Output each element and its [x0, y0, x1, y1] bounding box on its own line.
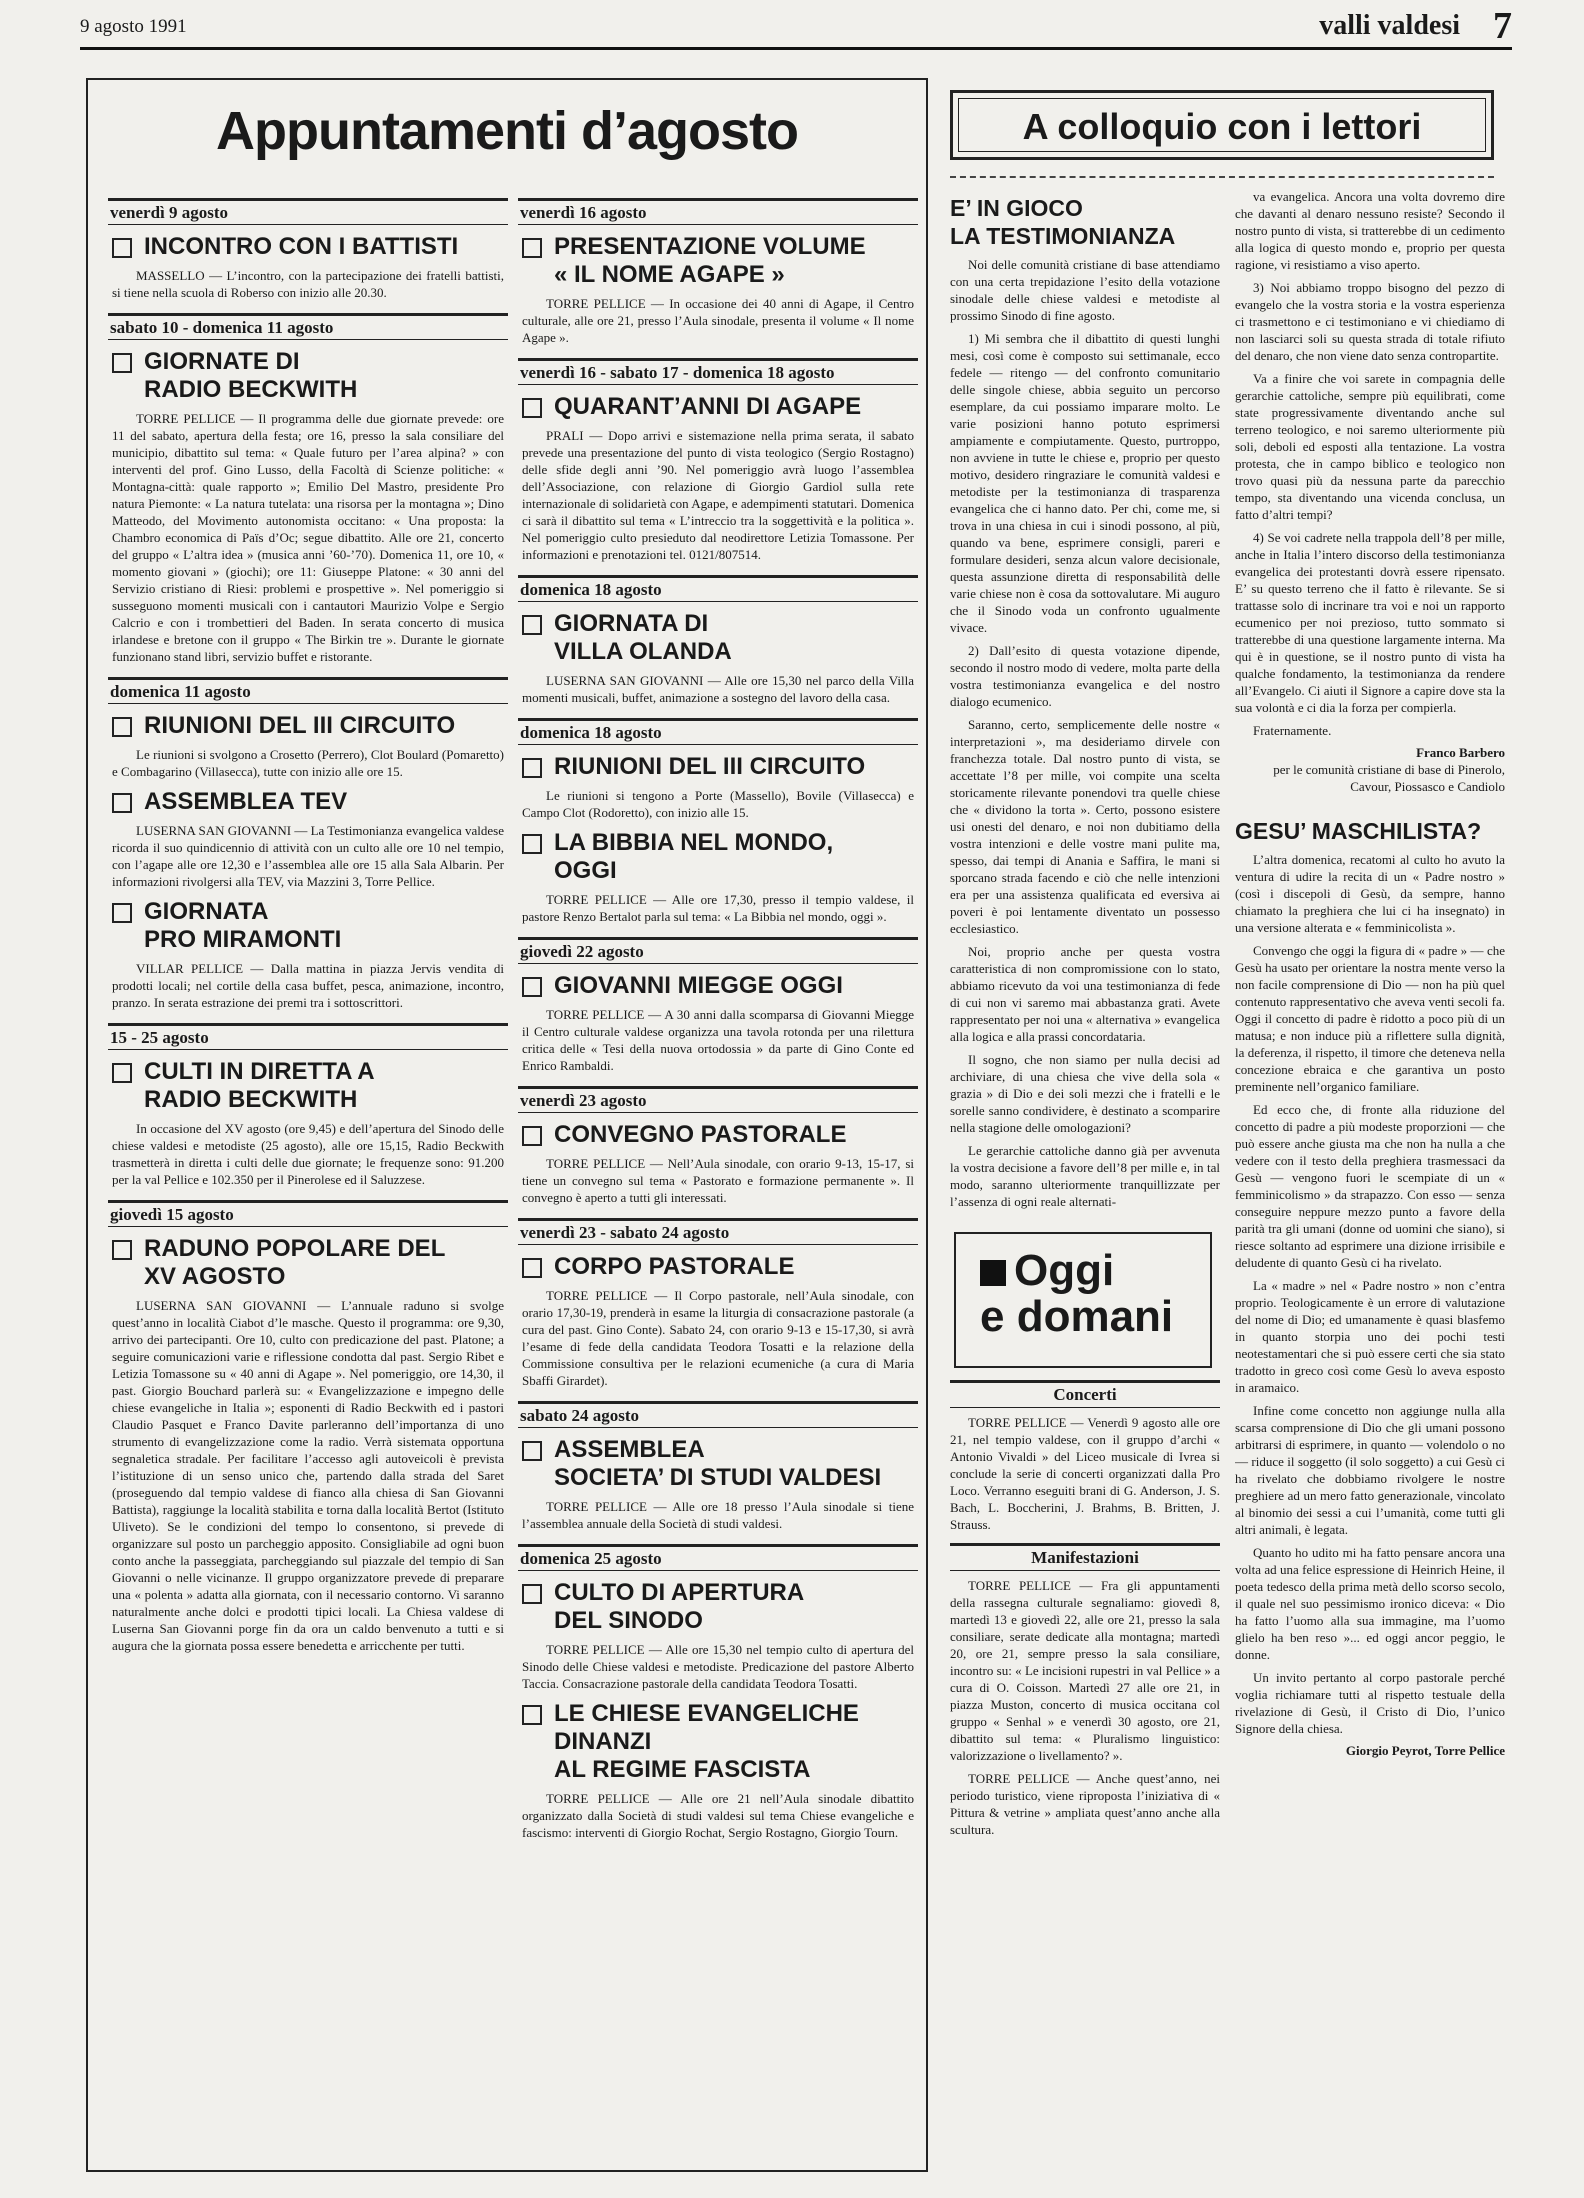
event-title: CONVEGNO PASTORALE — [554, 1121, 847, 1148]
date-heading: domenica 18 agosto — [518, 575, 918, 602]
paragraph: Un invito pertanto al corpo pastorale perché voglia richiamare tutti al rispetto testuale della rivelazione di Gesù, il Cristo di Dio, l’unico Signore della chiesa. — [1235, 1670, 1505, 1736]
event-title: GIORNATA DI VILLA OLANDA — [554, 610, 732, 665]
article-2-title: GESU’ MASCHILISTA? — [1235, 818, 1482, 844]
event-title: QUARANT’ANNI DI AGAPE — [554, 393, 862, 420]
paragraph: Saranno, certo, semplicemente delle nostre « interpretazioni », ma desideriamo dirvele con franchezza totale. Dal nostro punto di vista, se accettate l’8 per mille, voi compite una scelta storicamente rilevante ponendovi tra quelle chiese che « dividono la torta ». Certo, possono esistere usi onesti del denaro, e noi non dubitiamo della vostra intenzioni e delle vostre mani pulite ma, spesso, dai tempi di Anania e Saffira, le mani si sporcano strada facendo e ciò che nelle intenzioni era per una assistenza qualificata ed eversiva ai poveri è poi lentamente diventato un possesso ecclesiastico. — [950, 717, 1220, 936]
checkbox-square-icon — [522, 398, 542, 418]
issue-date: 9 agosto 1991 — [80, 16, 187, 37]
event-heading — [518, 1579, 918, 1635]
article-2-signature: Giorgio Peyrot, Torre Pellice — [1345, 1743, 1505, 1758]
appuntamenti-column-1 — [108, 186, 508, 2166]
checkbox-square-icon — [522, 1258, 542, 1278]
checkbox-square-icon — [522, 758, 542, 778]
paragraph: 3) Noi abbiamo troppo bisogno del pezzo di evangelo che la vostra storia e la vostra esperienza ci trasmettono e ci testimoniano e vi chiediamo di non lasciarci soli su questa strada di totale rifiuto del denaro, che non viene dato senza contropartite. — [1235, 280, 1505, 363]
colloquio-title-box — [950, 90, 1494, 160]
paragraph: 1) Mi sembra che il dibattito di questi lunghi mesi, così come è composto sui settimanale, ecco fedele — ritengo — del confronto comunitario delle singole chiese, abbia seguito un percorso esemplare, da cui possiamo imparare molto. Le varie posizioni hanno potuto esprimersi ampiamente e compiutamente. Questo, purtroppo, non avviene in tutte le chiese e, proprio per questo motivo, desidero ringraziare le comunità valdesi e metodiste per la testimonianza di trasparenza evangelica che ci hanno dato. Per chi, come me, si trova in una chiesa in cui i sinodi possono, al più, quando va bene, esprimere consigli, pareri e formulare desideri, senza alcun valore decisionale, questa assunzione diretta di responsabilità delle varie chiese non è cosa da sottovalutare. Mi auguro che il Sinodo voda un confronto ugualmente vivace. — [950, 331, 1220, 635]
event-body: TORRE PELLICE — Alle ore 17,30, presso il tempio valdese, il pastore Renzo Bertalot parla sul tema: « La Bibbia nel mondo, oggi ». — [522, 892, 914, 924]
event-heading — [108, 898, 508, 954]
article-1-body-part-2 — [1235, 188, 1505, 739]
event-body: TORRE PELLICE — Alle ore 18 presso l’Aula sinodale si tiene l’assemblea annuale della Società di studi valdesi. — [522, 1499, 914, 1531]
oggi-domani-line-1: Oggi — [1014, 1246, 1115, 1295]
paragraph: Convengo che oggi la figura di « padre » — che Gesù ha usato per orientare la nostra mente verso la non facile comprensione di Dio — non ha più quel contenuto rappresentativo che aveva venti secoli fa. Oggi il concetto di padre è ridotto a poco più di un matusa; e non induce più a riflettere sulla dignità, la deferenza, il rispetto, il timore che deteneva nella concezione ebraica e che garantiva un posto preminente nell’organico familiare. — [1235, 943, 1505, 1094]
concerti-text: TORRE PELLICE — Venerdì 9 agosto alle ore 21, nel tempio valdese, con il gruppo d’archi « Antonio Vivaldi » del Liceo musicale di Ivrea si conclude la serie di concerti organizzati dalla Pro Loco. Verranno eseguiti brani di G. Anderson, J. S. Bach, L. Boccherini, J. Brahms, B. Britten, J. Strauss. — [950, 1415, 1220, 1532]
event-title: INCONTRO CON I BATTISTI — [144, 233, 459, 260]
event-heading — [108, 1058, 508, 1114]
checkbox-square-icon — [522, 1441, 542, 1461]
checkbox-square-icon — [522, 238, 542, 258]
event-title: LE CHIESE EVANGELICHE DINANZI AL REGIME FASCISTA — [554, 1700, 859, 1783]
divider — [950, 176, 1494, 178]
event-title: RIUNIONI DEL III CIRCUITO — [554, 753, 866, 780]
event-title: RADUNO POPOLARE DEL XV AGOSTO — [144, 1235, 446, 1290]
appuntamenti-box — [86, 78, 928, 2172]
event-heading — [518, 1253, 918, 1281]
event-title: RIUNIONI DEL III CIRCUITO — [144, 712, 456, 739]
date-heading: 15 - 25 agosto — [108, 1023, 508, 1050]
event-title: CULTI IN DIRETTA A RADIO BECKWITH — [144, 1058, 375, 1113]
event-body: TORRE PELLICE — Alle ore 21 nell’Aula sinodale dibattito organizzato dalla Società di studi valdesi sul tema Chiese evangeliche e fascismo: interventi di Giorgio Rochat, Sergio Rostagno, Giorgio Tourn. — [522, 1791, 914, 1840]
checkbox-square-icon — [522, 615, 542, 635]
checkbox-square-icon — [522, 834, 542, 854]
event-title: GIOVANNI MIEGGE OGGI — [554, 972, 843, 999]
event-heading — [518, 233, 918, 289]
event-body: TORRE PELLICE — In occasione dei 40 anni di Agape, il Centro culturale, alle ore 21, presso l’Aula sinodale, presenta il volume « Il nome Agape ». — [522, 296, 914, 345]
oggi-domani-box — [954, 1232, 1212, 1368]
checkbox-square-icon — [112, 903, 132, 923]
appuntamenti-column-2 — [518, 186, 918, 2166]
manifestazioni-text-2: TORRE PELLICE — Anche quest’anno, nei periodo turistico, viene riproposta l’iniziativa di « Pittura & vetrine » ampliata quest’anno anche alla scultura. — [950, 1771, 1220, 1837]
date-heading: domenica 11 agosto — [108, 677, 508, 704]
event-title: LA BIBBIA NEL MONDO, OGGI — [554, 829, 834, 884]
event-title: ASSEMBLEA TEV — [144, 788, 348, 815]
paragraph: Le gerarchie cattoliche danno già per avvenuta la vostra decisione a favore dell’8 per mille e, in tal modo, saranno ulteriormente tranquillizzate per l’assenza di ogni reale alternati- — [950, 1143, 1220, 1209]
checkbox-square-icon — [112, 1240, 132, 1260]
checkbox-square-icon — [112, 238, 132, 258]
right-section — [950, 90, 1510, 2170]
event-title: CULTO DI APERTURA DEL SINODO — [554, 1579, 805, 1634]
paragraph: Noi, proprio anche per questa vostra caratteristica di non compromissione con lo stato, abbiamo ricevuto da voi una testimonianza di fede di cui non vi saremo mai abbastanza grati. Avete rappresentato per noi una « alternativa » evangelica alla logica e alla prassi concordataria. — [950, 944, 1220, 1044]
event-body: TORRE PELLICE — A 30 anni dalla scomparsa di Giovanni Miegge il Centro culturale valdese organizza una tavola rotonda per una rilettura critica delle « Tesi della nuova ortodossia » da parte di Gino Conte ed Enrico Rambaldi. — [522, 1007, 914, 1073]
event-heading — [518, 1121, 918, 1149]
checkbox-square-icon — [522, 1705, 542, 1725]
date-heading: venerdì 23 - sabato 24 agosto — [518, 1218, 918, 1245]
event-heading — [518, 610, 918, 666]
page-header — [80, 6, 1512, 50]
event-heading — [108, 1235, 508, 1291]
event-body: Le riunioni si tengono a Porte (Massello), Bovile (Villasecca) e Campo Clot (Rodoretto), con inizio alle 15. — [522, 788, 914, 820]
paragraph: Noi delle comunità cristiane di base attendiamo con una certa trepidazione l’esito della votazione sinodale delle chiese valdesi e metodiste al prossimo Sinodo di fine agosto. — [950, 257, 1220, 323]
event-heading — [518, 972, 918, 1000]
date-heading: venerdì 23 agosto — [518, 1086, 918, 1113]
event-heading — [108, 712, 508, 740]
event-body: VILLAR PELLICE — Dalla mattina in piazza Jervis vendita di prodotti locali; nel cortile della casa buffet, pesca, animazione, incontro, pranzo. In serata estrazione dei premi tra i sottoscrittori. — [112, 961, 504, 1010]
event-title: GIORNATE DI RADIO BECKWITH — [144, 348, 358, 403]
right-column-1 — [950, 182, 1220, 2167]
event-title: CORPO PASTORALE — [554, 1253, 795, 1280]
paragraph: La « madre » nel « Padre nostro » non c’entra proprio. Teologicamente è un errore di valutazione del nome di Dio; ed umanamente è quasi blasfemo in quanto storpia uno dei pochi testi neotestamentari che si può essere certi che sia stato tradotto in greco così come Gesù lo aveva esposto in aramaico. — [1235, 1278, 1505, 1395]
checkbox-square-icon — [522, 1584, 542, 1604]
paragraph: L’altra domenica, recatomi al culto ho avuto la ventura di udire la recita di un « Padre nostro » (così i discepoli di Gesù, da sempre, hanno chiamato la preghiera che lui ci ha insegnato) in una versione alterata e « femminicolista ». — [1235, 852, 1505, 935]
event-title: ASSEMBLEA SOCIETA’ DI STUDI VALDESI — [554, 1436, 882, 1491]
event-heading — [518, 829, 918, 885]
event-heading — [518, 753, 918, 781]
event-body: TORRE PELLICE — Il programma delle due giornate prevede: ore 11 del sabato, apertura della festa; ore 16, presso la sala consiliare del municipio, dibattito sul tema: « Quale futuro per l’area alpina? » con interventi del prof. Gino Lusso, della Facoltà di Scienze politiche: « Montagna-città: quale rapporto »; Emilio Del Mastro, presidente Pro natura Piemonte: « La natura tutelata: una risorsa per la montagna »; Dino Matteodo, del Movimento autonomista occitano: « Una proposta: la Chambro economica di Païs d’Oc; segue dibattito. Alle ore 21, concerto del gruppo « L’altra idea » (musica anni ’60-’70). Domenica 11, ore 10, « momento giovani » (giochi); ore 11: Giuseppe Platone: « 30 anni del Servizio cristiano di Riesi: problemi e prospettive ». Nel pomeriggio si susseguono momenti musicali con i cantautori Maurizio Volpe e Sergio Calcrio e con i trombettieri del Baden. In serata concerto di musica irlandese e bretone con il gruppo « The Birkin tre ». Durante le giornate funzionano stand libri, servizio buffet e ristorante. — [112, 411, 504, 664]
checkbox-square-icon — [112, 717, 132, 737]
checkbox-square-icon — [112, 353, 132, 373]
paragraph: 2) Dall’esito di questa votazione dipende, secondo il nostro modo di vedere, molta parte della vostra testimonianza evangelica e del nostro dialogo ecumenico. — [950, 643, 1220, 709]
date-heading: domenica 18 agosto — [518, 718, 918, 745]
event-body: LUSERNA SAN GIOVANNI — L’annuale raduno si svolge quest’anno in località Ciabot d’le masche. Questo il programma: ore 9,30, arrivo dei partecipanti. Ore 10, culto con predicazione del past. Platone; a seguire comunicazioni varie e riflessione condotta dal past. Sergio Ribet e Letizia Tomassone su « 40 anni di Agape ». Nel pomeriggio, ore 14,30, il past. Giorgio Bouchard parlerà su: « Evangelizzazione e impegno delle chiese evangeliche in Italia »; esponenti di Radio Beckwith ed i pastori Claudio Pasquet e Franco Davite parleranno dell’importanza di uno strumento di evangelizzazione come la radio. Verrà sistemata opportuna segnaletica stradale. Per facilitare l’accesso agli autoveicoli è prevista l’istituzione di un senso unico che, partendo dalla strada del Saret (proseguendo dal tempio valdese di fianco alla chiesa di San Giovanni Battista), raggiunge la località stabilita e torna dalla località Bertot (Istituto Uliveto). Se le condizioni del tempo lo consentono, si prevede di organizzare sul posto un parcheggio apposito. Consigliabile ad ogni buon conto anche la passeggiata, parcheggiando sul piazzale del tempio di San Giovanni o nelle vicinanze. Il gruppo organizzatore prevede di preparare una « polenta » adatta alla giornata, con il necessario contorno. Vi saranno naturalmente anche dolci e prodotti tipici locali. La Chiesa valdese di Luserna San Giovanni porge fin da ora un caldo benvenuto a tutti e si augura che la giornata possa essere benedetta e arricchente per tutti. — [112, 1298, 504, 1653]
checkbox-square-icon — [522, 1126, 542, 1146]
appuntamenti-title: Appuntamenti d’agosto — [216, 101, 798, 161]
date-heading: venerdì 16 - sabato 17 - domenica 18 agosto — [518, 358, 918, 385]
paragraph: Fraternamente. — [1253, 723, 1332, 738]
section-manifestazioni: Manifestazioni — [950, 1543, 1220, 1571]
colloquio-title: A colloquio con i lettori — [958, 98, 1486, 152]
article-1-title: E’ IN GIOCO LA TESTIMONIANZA — [950, 195, 1176, 249]
article-1-body-part-1 — [950, 256, 1220, 1210]
right-column-2 — [1235, 182, 1505, 2167]
article-2-body — [1235, 851, 1505, 1737]
checkbox-square-icon — [112, 1063, 132, 1083]
event-body: Le riunioni si svolgono a Crosetto (Perrero), Clot Boulard (Pomaretto) e Combagarino (Villasecca), tutte con inizio alle ore 15. — [112, 747, 504, 779]
event-body: LUSERNA SAN GIOVANNI — La Testimonianza evangelica valdese ricorda il suo quindicennio di attività con un culto alle ore 10 nel tempio, con l’agape alle ore 12,30 e l’assemblea alle ore 15 alla Sala Albarin. Per informazioni rivolgersi alla TEV, via Mazzini 3, Torre Pellice. — [112, 823, 504, 889]
event-heading — [518, 393, 918, 421]
event-title: PRESENTAZIONE VOLUME « IL NOME AGAPE » — [554, 233, 866, 288]
event-body: MASSELLO — L’incontro, con la partecipazione dei fratelli battisti, si tiene nella scuola di Roberso con inizio alle 20.30. — [112, 268, 504, 300]
section-concerti: Concerti — [950, 1380, 1220, 1408]
date-heading: venerdì 16 agosto — [518, 198, 918, 225]
event-heading — [518, 1436, 918, 1492]
paragraph: Ed ecco che, di fronte alla riduzione del concetto di padre a più modeste proporzioni — che può essere anche giusta ma che non ha nulla a che vedere con il testo della preghiera trasmessaci da Gesù — vengono fuori le scempiate di un « femminicolismo » da strapazzo. Con esso — senza conseguire neppure mezzo punto a favore della parità tra gli umani (donne od uomini che siano), si riesce soltanto ad esprimere una dizione irrisibile e deludente di quanto Gesù ci ha rivelato. — [1235, 1102, 1505, 1270]
event-heading — [108, 348, 508, 404]
manifestazioni-text-1: TORRE PELLICE — Fra gli appuntamenti della rassegna culturale segnaliamo: giovedì 8, martedì 13 e giovedì 22, alle ore 21, presso la sala consiliare, serate dedicate alla montagna; martedì 20, ore 21, sempre presso la sala consiliare, incontro su: « Le incisioni rupestri in val Pellice » a cura di O. Coisson. Martedì 27 alle ore 21, in piazza Muston, concerto di musica occitana col gruppo « Senhal » e venerdì 30 agosto, ore 21, dibattito sul tema: « Pluralismo linguistico: valorizzazione o livellamento? ». — [950, 1578, 1220, 1763]
event-body: In occasione del XV agosto (ore 9,45) e dell’apertura del Sinodo delle chiese valdesi e metodiste (25 agosto), alle ore 15,15, Radio Beckwith trasmetterà in diretta i culti delle due giornate; le frequenze sono: 91.200 per la val Pellice e 102.350 per il Pinerolese ed il Saluzzese. — [112, 1121, 504, 1187]
oggi-domani-line-2: e domani — [980, 1292, 1174, 1341]
event-body: TORRE PELLICE — Alle ore 15,30 nel tempio culto di apertura del Sinodo delle Chiese valdesi e metodiste. Predicazione del pastore Alberto Taccia. Consacrazione pastorale della candidata Teodora Tosatti. — [522, 1642, 914, 1691]
oggi-domani-title — [980, 1248, 1173, 1340]
page-number: 7 — [1493, 5, 1512, 47]
paragraph: 4) Se voi cadrete nella trappola dell’8 per mille, anche in Italia l’intero discorso della testimonianza evangelica dei protestanti dovrà essere ripensato. E’ su questo terreno che il fatto è rilevante. Se si trattasse solo di incrinare tra voi e noi un rapporto ecumenico per noi prezioso, tutto sommato si tratterebbe di una questione largamente interna. Ma qui è in questione, se il nostro punto di vista ha qualche fondamento, la testimonianza da rendere all’Evangelo. Ci aiuti il Signore a capire dove sta la sua volontà e ci dia la forza per compierla. — [1235, 530, 1505, 715]
event-title: GIORNATA PRO MIRAMONTI — [144, 898, 342, 953]
paragraph: Il sogno, che non siamo per nulla decisi ad archiviare, di una chiesa che vive della sola « grazia » di Dio e dei soli mezzi che i fratelli e le sorelle sanno condividere, è destinato a scomparire nella stagione delle omologazioni? — [950, 1052, 1220, 1135]
paragraph: Va a finire che voi sarete in compagnia delle gerarchie cattoliche, sempre più equilibrati, come state progressivamente diventando anche sul terreno teologico, e noi saremo ulteriormente più soli, deboli ed esposti alla tentazione. La vostra protesta, che in campo biblico e teologico non trovo quasi più da nessuna parte da parecchio tempo, sta diventando una vicenda conclusa, un fatto d’altri tempi? — [1235, 371, 1505, 522]
checkbox-square-icon — [522, 977, 542, 997]
paragraph: va evangelica. Ancora una volta dovremo dire che davanti al denaro nessuno resiste? Secondo il nostro punto di vista, si tratterebbe di un cedimento alla logica di questo mondo e, proprio per questa ragione, vi resistiamo a viso aperto. — [1235, 189, 1505, 272]
paragraph: Quanto ho udito mi ha fatto pensare ancora una volta ad una felice espressione di Heinrich Heine, il poeta tedesco della prima metà dello scorso secolo, il quale nel suo pessimismo ironico diceva: « Dio ha fatto l’uomo alla sua immagine, ma l’uomo glielo ha ben reso »... ed oggi ancor peggio, le donne. — [1235, 1545, 1505, 1662]
event-body: PRALI — Dopo arrivi e sistemazione nella prima serata, il sabato prevede una presentazione del punto di vista teologico (Sergio Rostagno) delle sfide degli anni ’90. Nel pomeriggio avrà luogo l’assemblea dell’Associazione, con relazione di Giorgio Gardiol sulla rete internazionale di solidarietà con Agape, e adempimenti statutari. Domenica ci sarà il dibattito sul tema « L’intreccio tra la soggettività e la politica ». Nel pomeriggio culto presieduto dal neodirettore Letizia Tomassone. Per informazioni e prenotazioni tel. 0121/807514. — [522, 428, 914, 562]
publication-name: valli valdesi — [1319, 10, 1460, 41]
event-heading — [518, 1700, 918, 1784]
event-heading — [108, 788, 508, 816]
date-heading: giovedì 15 agosto — [108, 1200, 508, 1227]
article-1-signature: Franco Barbero — [1416, 745, 1505, 760]
checkbox-square-icon — [112, 793, 132, 813]
date-heading: giovedì 22 agosto — [518, 937, 918, 964]
article-1-signature-note: per le comunità cristiane di base di Pinerolo, Cavour, Piossasco e Candiolo — [1273, 762, 1505, 794]
date-heading: venerdì 9 agosto — [108, 198, 508, 225]
event-body: TORRE PELLICE — Nell’Aula sinodale, con orario 9-13, 15-17, si tiene un convegno sul tema « Pastorato e formazione permanente ». Il convegno è aperto a tutti gli interessati. — [522, 1156, 914, 1205]
paragraph: Infine come concetto non aggiunge nulla alla scarsa comprensione di Dio che gli umani possono arbitrarsi di esprimere, in quanto — volendolo o no — riduce il soggetto (il solo soggetto) a cui Gesù ci ha rivelato che dobbiamo rivolgere le nostre preghiere ad un mero fatto generazionale, vincolato al binomio dei sessi a cui l’umanità, come tutti gli altri animali, è legata. — [1235, 1403, 1505, 1537]
event-heading — [108, 233, 508, 261]
date-heading: sabato 10 - domenica 11 agosto — [108, 313, 508, 340]
date-heading: sabato 24 agosto — [518, 1401, 918, 1428]
date-heading: domenica 25 agosto — [518, 1544, 918, 1571]
square-bullet-icon — [980, 1260, 1006, 1286]
event-body: TORRE PELLICE — Il Corpo pastorale, nell’Aula sinodale, con orario 17,30-19, prenderà in esame la liturgia di consacrazione pastorale (a cura del past. Gino Conte). Sabato 24, con orario 9-13 e 15-17,30, si avrà l’esame di fede della candidata Teodora Tosatti e la relazione della Commissione consultiva per le relazioni ecumeniche (a cura di Maria Sbaffi Girardet). — [522, 1288, 914, 1388]
event-body: LUSERNA SAN GIOVANNI — Alle ore 15,30 nel parco della Villa momenti musicali, buffet, animazione a sostegno del lavoro della casa. — [522, 673, 914, 705]
